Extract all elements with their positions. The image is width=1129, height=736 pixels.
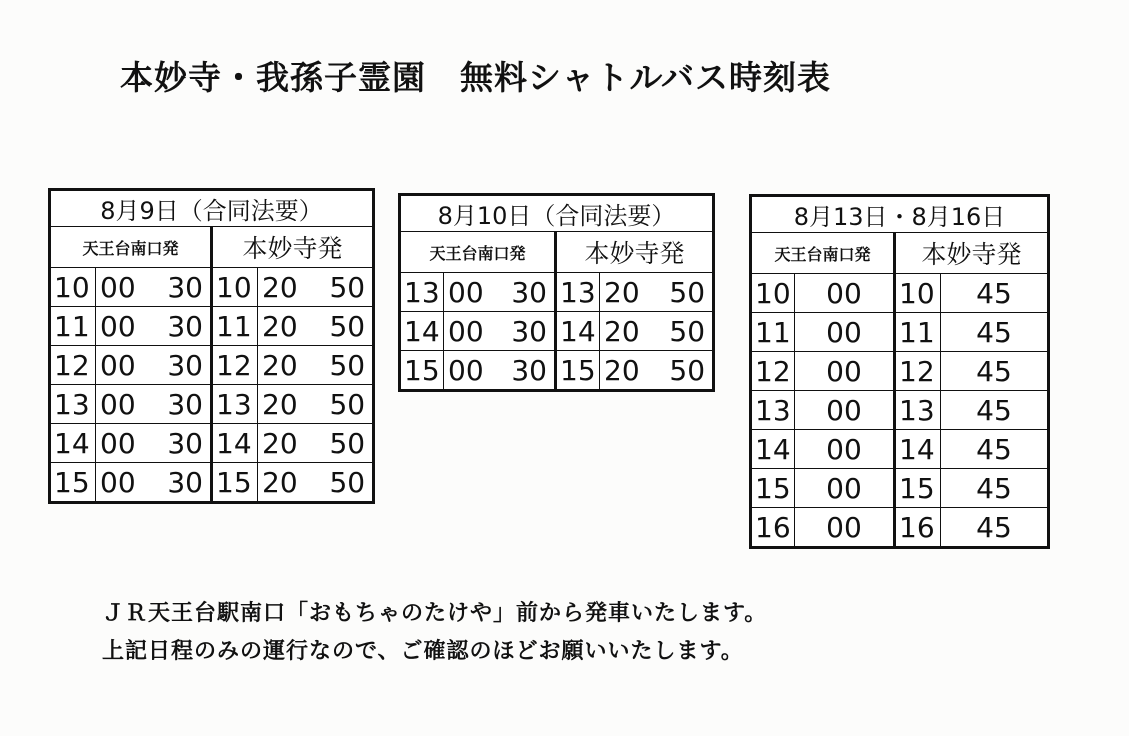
hour-cell: 10 — [212, 268, 258, 307]
hour-cell: 12 — [50, 346, 96, 385]
hour-cell: 11 — [895, 313, 941, 352]
hour-cell: 16 — [751, 508, 795, 548]
minute-cell: 45 — [941, 313, 1049, 352]
hour-cell: 13 — [50, 385, 96, 424]
table-heading: 8月9日（合同法要） — [50, 190, 374, 227]
minute-cell: 50 — [312, 385, 374, 424]
table-row — [751, 508, 1049, 548]
minute-cell: 30 — [496, 312, 556, 351]
departure-tennodai-label: 天王台南口発 — [751, 233, 895, 274]
minute-cell: 20 — [258, 307, 312, 346]
minute-cell: 50 — [312, 424, 374, 463]
minute-cell: 30 — [150, 346, 212, 385]
hour-cell: 12 — [895, 352, 941, 391]
minute-cell: 45 — [941, 352, 1049, 391]
table-row — [751, 391, 1049, 430]
minute-cell: 00 — [795, 274, 895, 313]
table-heading: 8月13日・8月16日 — [751, 196, 1049, 233]
hour-cell: 15 — [400, 351, 444, 391]
departure-tennodai-label: 天王台南口発 — [50, 227, 212, 268]
minute-cell: 50 — [652, 273, 714, 312]
minute-cell: 00 — [795, 508, 895, 548]
minute-cell: 30 — [150, 385, 212, 424]
table-row — [50, 424, 374, 463]
hour-cell: 13 — [400, 273, 444, 312]
table-row — [751, 352, 1049, 391]
hour-cell: 11 — [751, 313, 795, 352]
minute-cell: 20 — [600, 312, 652, 351]
minute-cell: 45 — [941, 469, 1049, 508]
minute-cell: 20 — [258, 463, 312, 503]
minute-cell: 00 — [96, 385, 150, 424]
departure-honmyoji-label: 本妙寺発 — [895, 233, 1049, 274]
minute-cell: 50 — [652, 312, 714, 351]
table-row — [400, 351, 714, 391]
minute-cell: 50 — [312, 268, 374, 307]
hour-cell: 14 — [895, 430, 941, 469]
minute-cell: 50 — [312, 463, 374, 503]
table-row — [50, 463, 374, 503]
departure-honmyoji-label: 本妙寺発 — [556, 232, 714, 273]
minute-cell: 00 — [444, 351, 496, 391]
hour-cell: 10 — [751, 274, 795, 313]
hour-cell: 12 — [751, 352, 795, 391]
hour-cell: 14 — [556, 312, 600, 351]
hour-cell: 13 — [895, 391, 941, 430]
table-row — [50, 307, 374, 346]
minute-cell: 00 — [96, 268, 150, 307]
table-row — [751, 430, 1049, 469]
minute-cell: 30 — [150, 424, 212, 463]
boarding-location-note: ＪＲ天王台駅南口「おもちゃのたけや」前から発車いたします。 — [102, 601, 768, 626]
minute-cell: 00 — [96, 346, 150, 385]
minute-cell: 00 — [96, 307, 150, 346]
page-title: 本妙寺・我孫子霊園 無料シャトルバス時刻表 — [120, 58, 832, 97]
minute-cell: 20 — [258, 424, 312, 463]
hour-cell: 10 — [50, 268, 96, 307]
minute-cell: 50 — [652, 351, 714, 391]
minute-cell: 30 — [496, 351, 556, 391]
hour-cell: 14 — [400, 312, 444, 351]
minute-cell: 20 — [600, 273, 652, 312]
minute-cell: 30 — [496, 273, 556, 312]
minute-cell: 30 — [150, 463, 212, 503]
hour-cell: 11 — [50, 307, 96, 346]
hour-cell: 13 — [751, 391, 795, 430]
timetable-aug-9 — [48, 188, 375, 504]
hour-cell: 15 — [212, 463, 258, 503]
minute-cell: 50 — [312, 346, 374, 385]
hour-cell: 15 — [556, 351, 600, 391]
hour-cell: 11 — [212, 307, 258, 346]
minute-cell: 45 — [941, 430, 1049, 469]
minute-cell: 00 — [96, 424, 150, 463]
departure-honmyoji-label: 本妙寺発 — [212, 227, 374, 268]
timetable-aug-13-16 — [749, 194, 1050, 549]
table-row — [751, 274, 1049, 313]
minute-cell: 00 — [96, 463, 150, 503]
minute-cell: 50 — [312, 307, 374, 346]
table-row — [751, 313, 1049, 352]
hour-cell: 13 — [212, 385, 258, 424]
hour-cell: 10 — [895, 274, 941, 313]
minute-cell: 30 — [150, 268, 212, 307]
table-row — [400, 273, 714, 312]
table-row — [50, 385, 374, 424]
table-row — [400, 312, 714, 351]
minute-cell: 00 — [795, 352, 895, 391]
minute-cell: 45 — [941, 508, 1049, 548]
minute-cell: 00 — [444, 273, 496, 312]
hour-cell: 15 — [751, 469, 795, 508]
minute-cell: 00 — [795, 469, 895, 508]
minute-cell: 20 — [258, 385, 312, 424]
table-row — [50, 346, 374, 385]
minute-cell: 30 — [150, 307, 212, 346]
minute-cell: 00 — [795, 430, 895, 469]
minute-cell: 45 — [941, 274, 1049, 313]
hour-cell: 15 — [895, 469, 941, 508]
minute-cell: 45 — [941, 391, 1049, 430]
table-row — [751, 469, 1049, 508]
minute-cell: 20 — [258, 268, 312, 307]
hour-cell: 12 — [212, 346, 258, 385]
hour-cell: 13 — [556, 273, 600, 312]
minute-cell: 00 — [795, 391, 895, 430]
minute-cell: 20 — [258, 346, 312, 385]
timetable-aug-10 — [398, 193, 715, 392]
schedule-confirmation-note: 上記日程のみの運行なので、ご確認のほどお願いいたします。 — [102, 639, 744, 664]
hour-cell: 16 — [895, 508, 941, 548]
hour-cell: 14 — [751, 430, 795, 469]
table-row — [50, 268, 374, 307]
minute-cell: 20 — [600, 351, 652, 391]
table-heading: 8月10日（合同法要） — [400, 195, 714, 232]
hour-cell: 14 — [212, 424, 258, 463]
minute-cell: 00 — [444, 312, 496, 351]
hour-cell: 14 — [50, 424, 96, 463]
departure-tennodai-label: 天王台南口発 — [400, 232, 556, 273]
hour-cell: 15 — [50, 463, 96, 503]
minute-cell: 00 — [795, 313, 895, 352]
